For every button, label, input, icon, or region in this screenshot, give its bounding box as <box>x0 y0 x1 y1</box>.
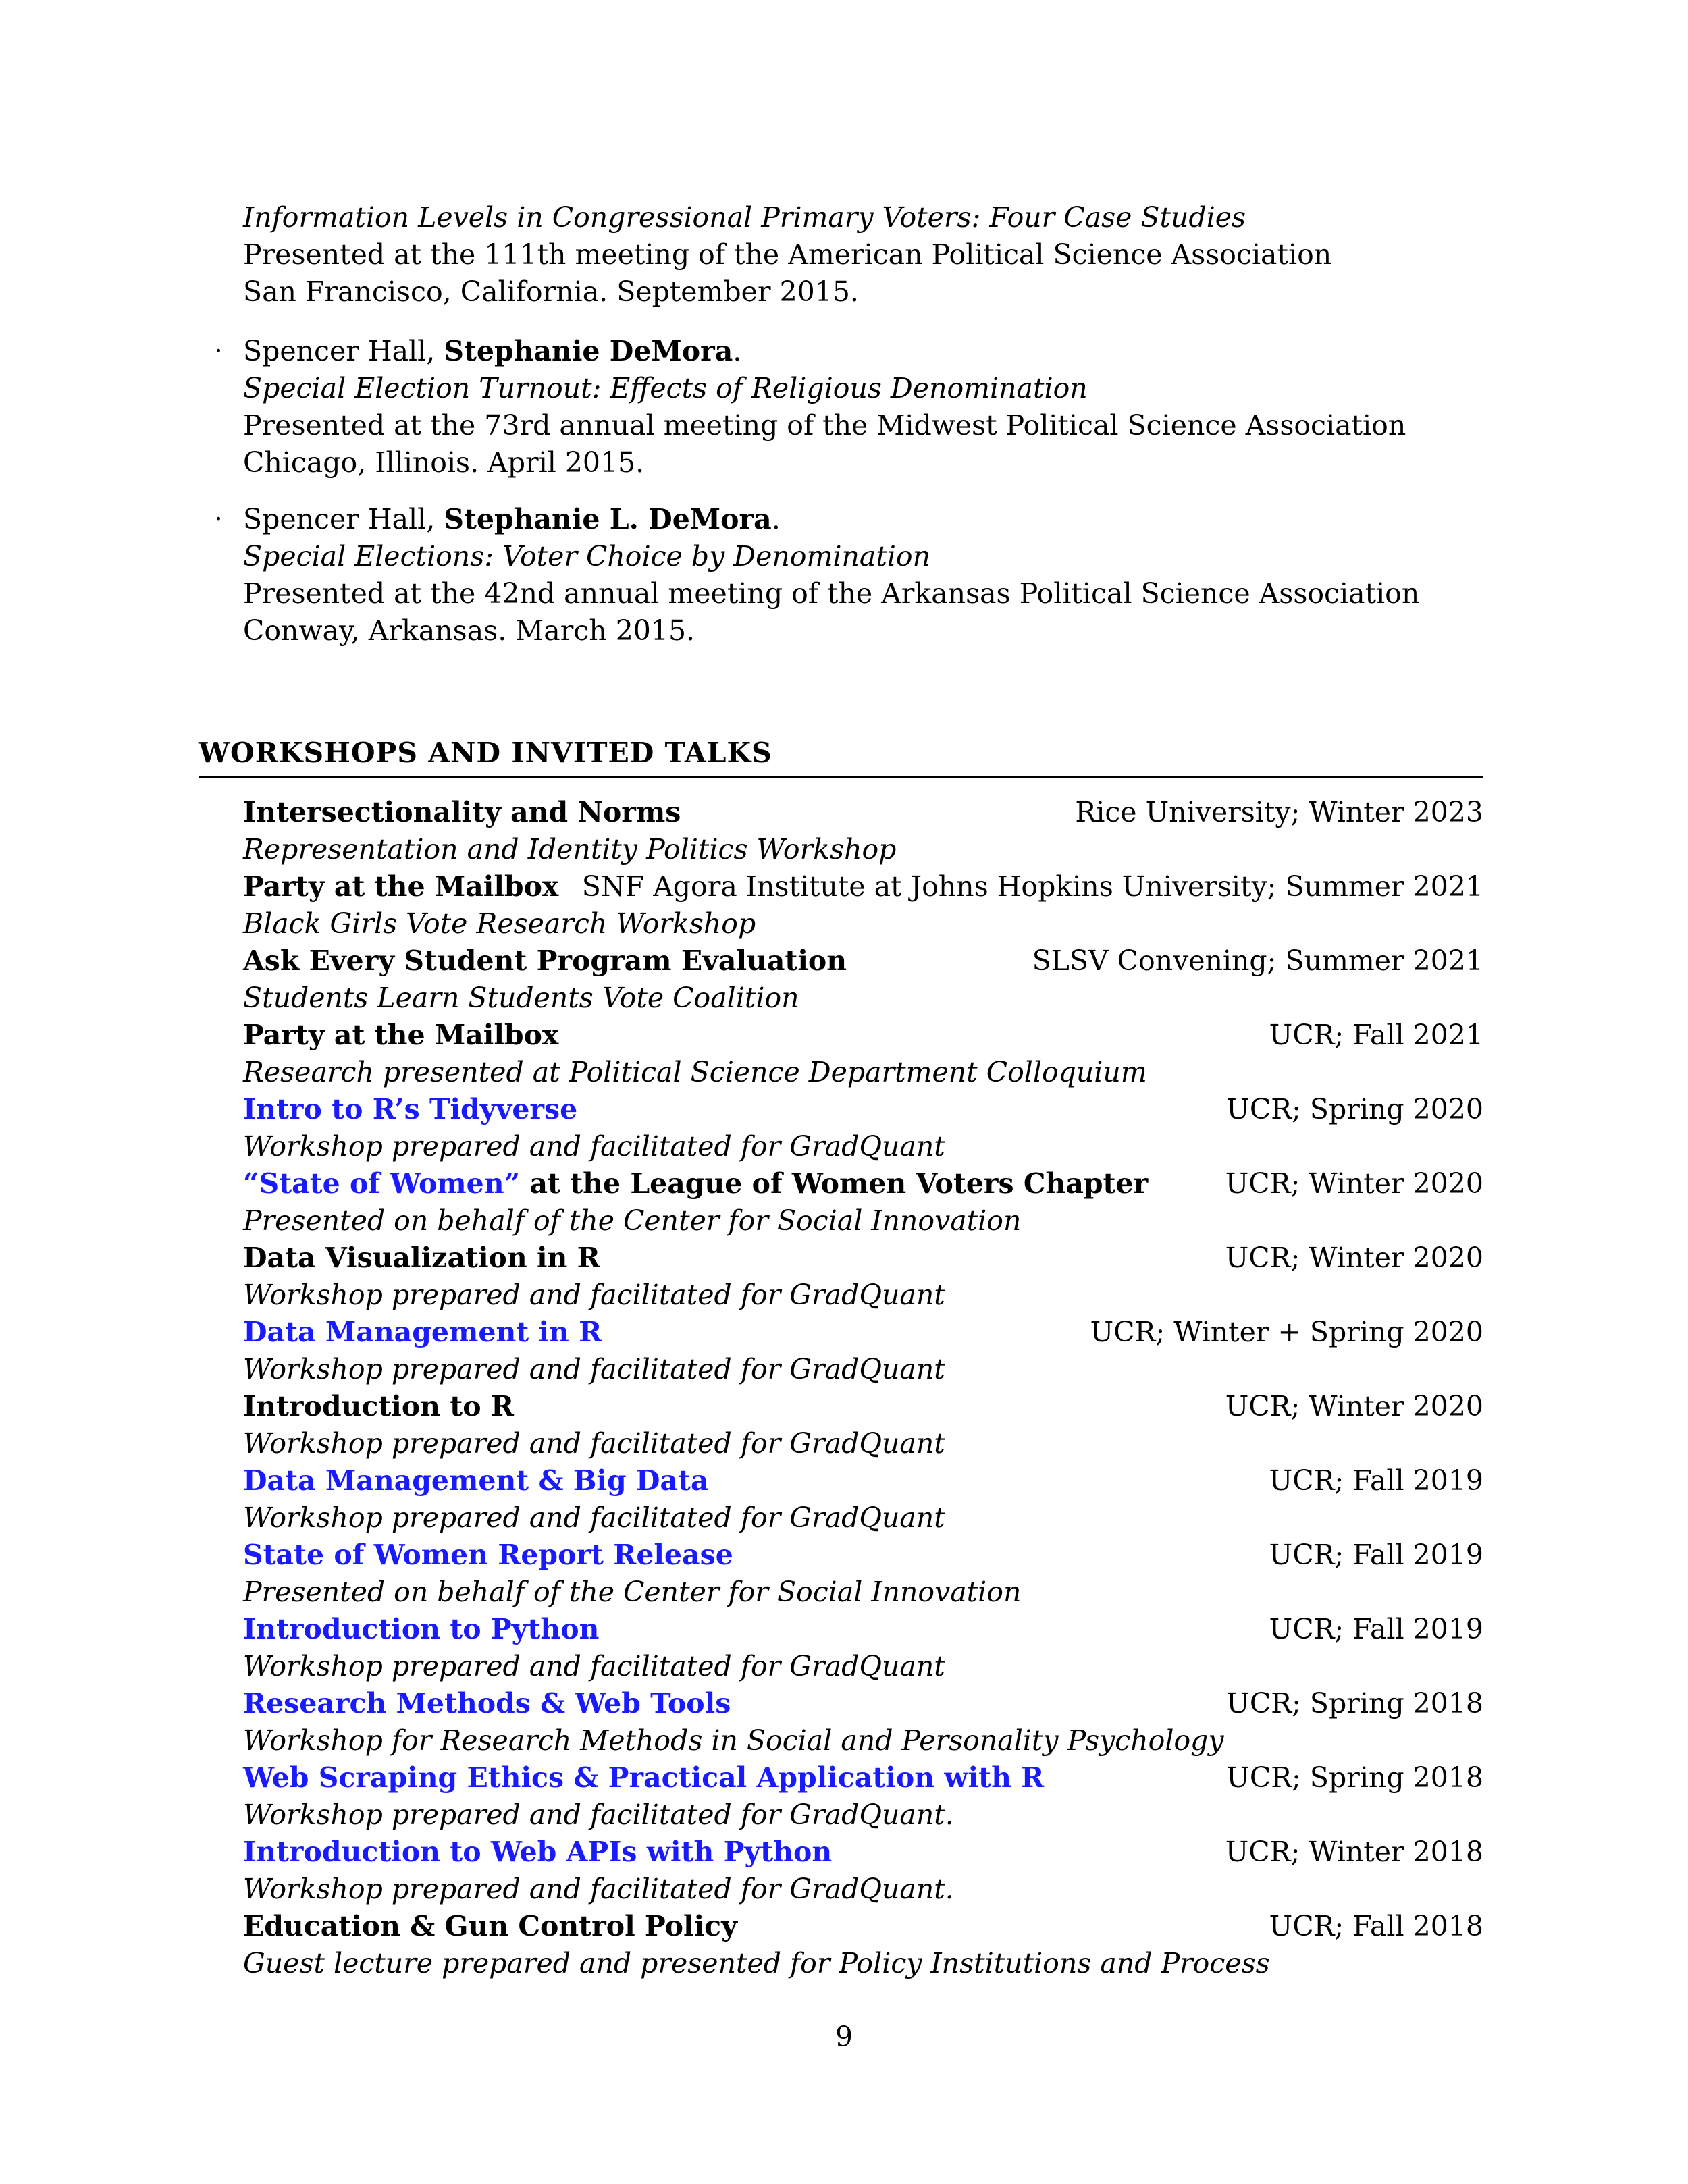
talk-title: Party at the Mailbox <box>243 1019 559 1051</box>
talk-entry <box>243 1165 1483 1240</box>
author-suffix: . <box>771 503 781 535</box>
talk-title-rest: at the League of Women Voters Chapter <box>520 1167 1149 1200</box>
section-divider <box>199 776 1483 778</box>
talk-description: Students Learn Students Vote Coalition <box>243 982 799 1014</box>
presentation-title: Special Elections: Voter Choice by Denomination <box>243 540 931 572</box>
talk-entry <box>243 1240 1483 1314</box>
talk-title-link[interactable]: Data Management in R <box>243 1316 602 1348</box>
talk-description: Workshop prepared and facilitated for GradQuant <box>243 1650 945 1682</box>
talk-title-link[interactable]: Introduction to Python <box>243 1613 600 1645</box>
talk-venue: UCR; Winter 2020 <box>1225 1390 1483 1422</box>
author-suffix: . <box>733 335 742 367</box>
talk-title-link[interactable]: Data Management & Big Data <box>243 1464 709 1497</box>
talk-title <box>243 1165 1148 1202</box>
coauthor: Spencer Hall, <box>243 503 444 535</box>
talk-venue: UCR; Fall 2021 <box>1269 1019 1483 1051</box>
talk-title-link[interactable]: Research Methods & Web Tools <box>243 1687 731 1720</box>
talk-title: Education & Gun Control Policy <box>243 1910 737 1942</box>
talk-venue: UCR; Winter + Spring 2020 <box>1090 1316 1483 1348</box>
talk-description: Workshop for Research Methods in Social and Personality Psychology <box>243 1724 1224 1757</box>
presentation-authors <box>243 501 1512 538</box>
talk-venue: UCR; Spring 2020 <box>1226 1093 1483 1125</box>
presentation-venue: Presented at the 42nd annual meeting of the Arkansas Political Science Association <box>243 577 1420 610</box>
talk-entry <box>243 1834 1483 1908</box>
talk-entry <box>243 1759 1483 1834</box>
coauthor: Spencer Hall, <box>243 335 444 367</box>
talk-title-link[interactable]: “State of Women” <box>243 1167 521 1200</box>
talk-entry <box>243 1091 1483 1165</box>
author-name: Stephanie L. DeMora <box>444 503 772 535</box>
talk-venue: UCR; Fall 2018 <box>1269 1910 1483 1942</box>
talk-entry <box>243 1314 1483 1388</box>
talk-venue: UCR; Spring 2018 <box>1226 1687 1483 1720</box>
talk-entry <box>243 1462 1483 1537</box>
presentation-entry <box>215 501 1512 649</box>
talk-description: Workshop prepared and facilitated for GradQuant <box>243 1279 945 1311</box>
talk-entry <box>243 868 1483 942</box>
talk-venue: SLSV Convening; Summer 2021 <box>1032 944 1483 977</box>
page-number: 9 <box>835 2021 853 2053</box>
talk-entry <box>243 1017 1483 1091</box>
talk-title: Data Visualization in R <box>243 1242 600 1274</box>
talk-description: Representation and Identity Politics Workshop <box>243 833 897 865</box>
talk-venue: UCR; Fall 2019 <box>1269 1464 1483 1497</box>
talk-title-link[interactable]: Web Scraping Ethics & Practical Application with R <box>243 1761 1045 1794</box>
talk-description: Black Girls Vote Research Workshop <box>243 907 756 940</box>
talk-venue: UCR; Winter 2018 <box>1225 1836 1483 1868</box>
talk-title: Ask Every Student Program Evaluation <box>243 944 847 977</box>
talk-entry <box>243 794 1483 868</box>
talk-description: Workshop prepared and facilitated for GradQuant. <box>243 1873 954 1905</box>
talk-venue: Rice University; Winter 2023 <box>1075 796 1483 828</box>
presentation-title: Special Election Turnout: Effects of Religious Denomination <box>243 372 1088 404</box>
talk-description: Presented on behalf of the Center for Social Innovation <box>243 1204 1022 1237</box>
talk-entry <box>243 942 1483 1017</box>
talk-description: Workshop prepared and facilitated for GradQuant. <box>243 1799 954 1831</box>
talk-entry <box>243 1537 1483 1611</box>
talk-description: Workshop prepared and facilitated for GradQuant <box>243 1427 945 1460</box>
talk-title-link[interactable]: Introduction to Web APIs with Python <box>243 1836 833 1868</box>
talk-venue: UCR; Spring 2018 <box>1226 1761 1483 1794</box>
talk-title-link[interactable]: State of Women Report Release <box>243 1539 733 1571</box>
talk-venue: UCR; Winter 2020 <box>1225 1167 1483 1200</box>
presentation-entry <box>215 333 1512 481</box>
talk-description: Guest lecture prepared and presented for Policy Institutions and Process <box>243 1947 1270 1979</box>
talk-description: Research presented at Political Science Department Colloquium <box>243 1056 1147 1088</box>
talk-title: Introduction to R <box>243 1390 514 1422</box>
talk-description: Workshop prepared and facilitated for GradQuant <box>243 1130 945 1163</box>
talk-venue: UCR; Winter 2020 <box>1225 1242 1483 1274</box>
bullet-marker: · <box>215 338 223 365</box>
presentation-entry <box>243 199 1512 311</box>
presentation-location: San Francisco, California. September 2015. <box>243 275 859 308</box>
presentation-location: Conway, Arkansas. March 2015. <box>243 614 695 647</box>
talk-title-link[interactable]: Intro to R’s Tidyverse <box>243 1093 578 1125</box>
talk-description: Presented on behalf of the Center for Social Innovation <box>243 1576 1022 1608</box>
author-name: Stephanie DeMora <box>444 335 733 367</box>
talk-description: Workshop prepared and facilitated for GradQuant <box>243 1501 945 1534</box>
talk-entry <box>243 1685 1483 1759</box>
talk-entry <box>243 1611 1483 1685</box>
presentation-venue: Presented at the 111th meeting of the American Political Science Association <box>243 238 1332 271</box>
talk-venue: UCR; Fall 2019 <box>1269 1539 1483 1571</box>
talk-entry <box>243 1908 1483 1982</box>
talk-venue: UCR; Fall 2019 <box>1269 1613 1483 1645</box>
talk-title: Intersectionality and Norms <box>243 796 681 828</box>
bullet-marker: · <box>215 506 223 533</box>
section-heading: WORKSHOPS AND INVITED TALKS <box>199 737 772 769</box>
presentation-title: Information Levels in Congressional Primary Voters: Four Case Studies <box>243 201 1246 234</box>
talk-title: Party at the Mailbox <box>243 870 559 903</box>
talk-entry <box>243 1388 1483 1462</box>
presentation-venue: Presented at the 73rd annual meeting of the Midwest Political Science Association <box>243 409 1406 442</box>
presentation-location: Chicago, Illinois. April 2015. <box>243 446 645 479</box>
talk-venue: SNF Agora Institute at Johns Hopkins University; Summer 2021 <box>581 870 1483 903</box>
presentation-authors <box>243 333 1512 370</box>
talk-description: Workshop prepared and facilitated for GradQuant <box>243 1353 945 1385</box>
